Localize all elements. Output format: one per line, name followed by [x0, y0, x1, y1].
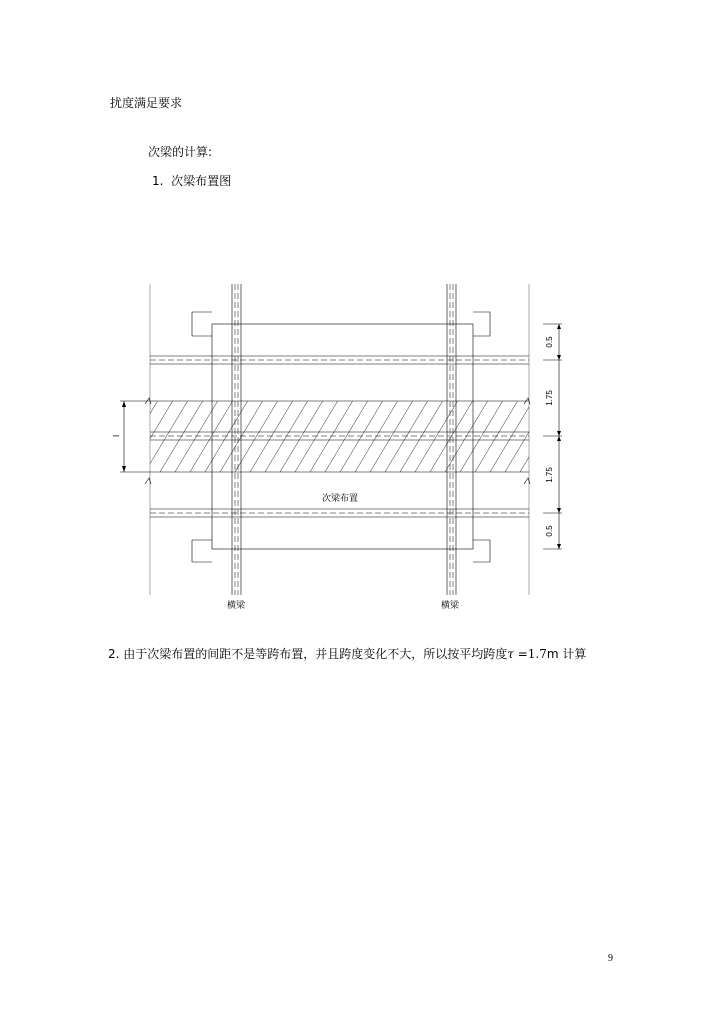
- secondary-beam-middle: [150, 432, 529, 440]
- right-dimension-chain: [543, 324, 562, 549]
- heading-deflection-ok: 扰度满足要求: [110, 96, 183, 110]
- pad-bottom-right: [473, 540, 490, 562]
- dim-label-bottom: 0.5: [545, 525, 554, 537]
- page-number: 9: [608, 953, 613, 964]
- hatch-line: [100, 401, 143, 472]
- cross-beam-right: [447, 284, 456, 595]
- left-dimension: [120, 401, 150, 472]
- cross-beam-right-label: 横梁: [440, 601, 460, 611]
- cross-beam-left-label: 横梁: [226, 601, 246, 611]
- dim-label-lower: 1.75: [545, 467, 554, 483]
- main-frame-rect: [212, 324, 473, 549]
- secondary-beam-top: [150, 356, 529, 364]
- subheading-text: 次梁布置图: [171, 174, 232, 188]
- hatch-line: [565, 401, 608, 472]
- para2-unit: m: [546, 647, 559, 661]
- paragraph-average-span: [108, 647, 586, 661]
- para2-variable: τ: [507, 647, 514, 661]
- secondary-beam-bottom: [150, 509, 529, 517]
- left-dimension-label: I: [112, 434, 121, 437]
- hatch-line: [595, 401, 638, 472]
- pad-top-left: [192, 312, 212, 336]
- dim-label-top: 0.5: [545, 336, 554, 348]
- dim-label-upper: 1.75: [545, 390, 554, 406]
- hatch-line: [550, 401, 593, 472]
- para2-equation: =1.7: [513, 647, 547, 661]
- heading-secondary-beam-calc: 次梁的计算:: [148, 145, 213, 159]
- subheading-number: 1.: [152, 174, 164, 188]
- pad-top-right: [473, 312, 490, 336]
- pad-bottom-left: [192, 540, 212, 562]
- hatched-load-area: [100, 401, 638, 472]
- hatch-line: [535, 401, 578, 472]
- drawing-caption: 次梁布置: [321, 494, 359, 504]
- para2-text-b: 计算: [562, 647, 587, 661]
- hatch-line: [580, 401, 623, 472]
- para2-text-a: 2. 由于次梁布置的间距不是等跨布置，并且跨度变化不大，所以按平均跨度: [108, 647, 508, 661]
